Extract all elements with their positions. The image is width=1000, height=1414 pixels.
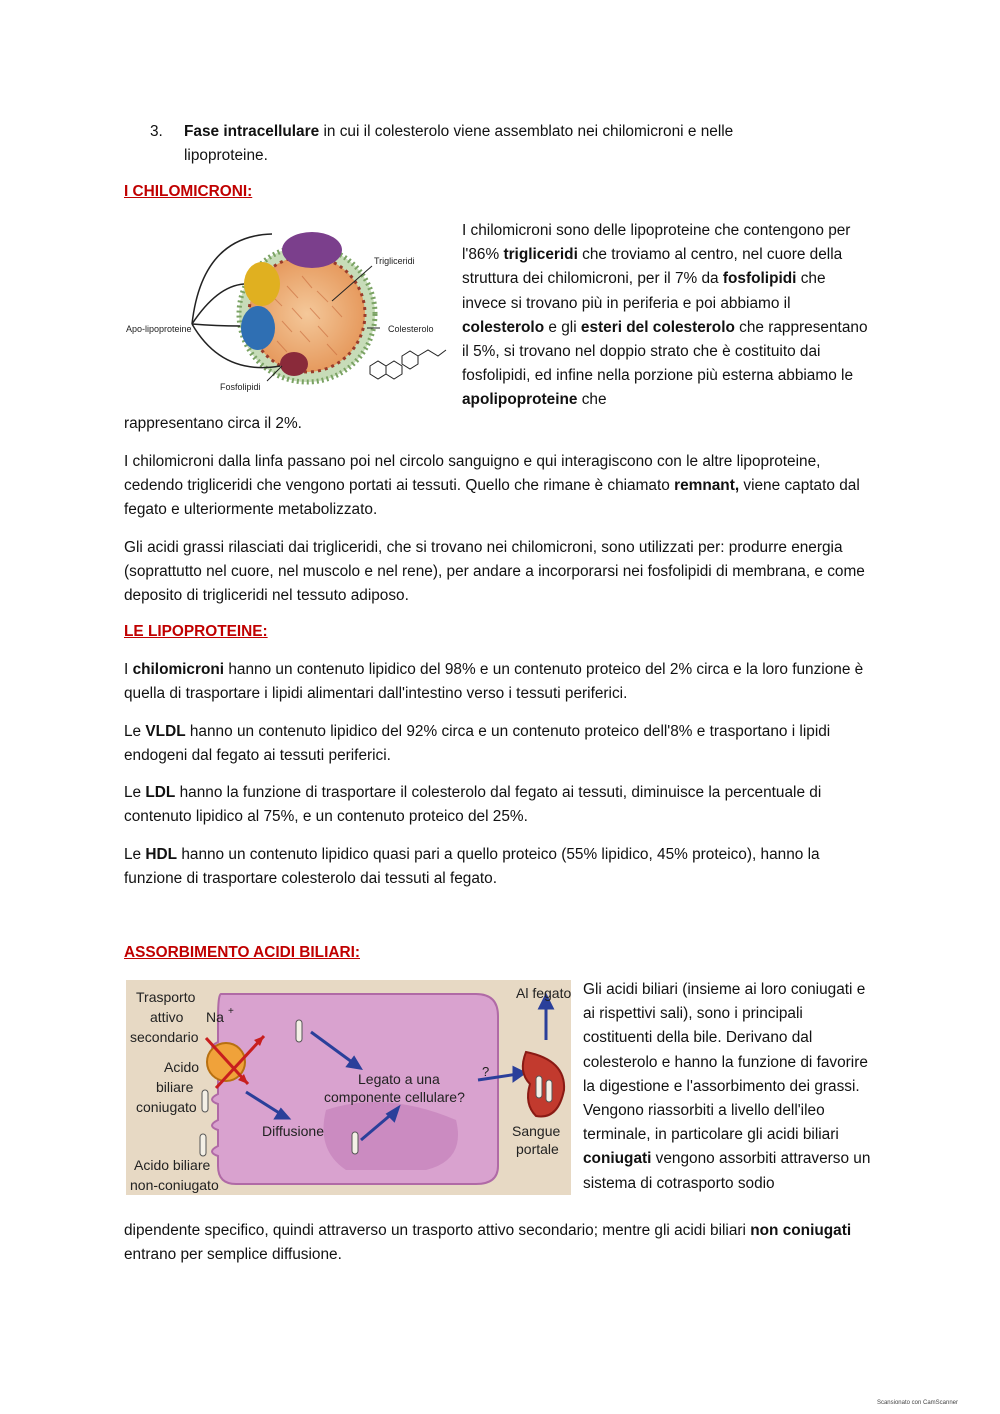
bold-run: trigliceridi: [503, 246, 578, 264]
bold-run: fosfolipidi: [722, 270, 797, 288]
label-na-superscript: +: [228, 1006, 234, 1017]
lipoproteine-paragraph-3: [124, 781, 869, 829]
text-run: dipendente specifico, quindi attraverso un trasporto attivo secondario; mentre gli acidi biliari: [124, 1222, 751, 1239]
label-acido-1: Acido: [164, 1059, 200, 1075]
heading-acidi-biliari: ASSORBIMENTO ACIDI BILIARI:: [124, 944, 360, 961]
bold-run: chilomicroni: [132, 661, 225, 678]
label-question-mark: ?: [482, 1064, 490, 1079]
text-run: hanno la funzione di trasportare il colesterolo dal fegato ai tessuti, diminuisce la percentuale di contenuto lipidico al 75%, e un contenuto proteico del 25%.: [124, 784, 822, 825]
label-fosfolipidi: Fosfolipidi: [220, 382, 261, 392]
text-run: vengono assorbiti attraverso un sistema di cotrasporto sodio: [583, 1150, 871, 1192]
text-run: Le: [124, 723, 146, 740]
text-run: che invece si trovano più in periferia e poi abbiamo il: [462, 270, 826, 312]
list-bold: Fase intracellulare: [184, 123, 320, 140]
apolipoprotein-blue: [241, 306, 275, 350]
text-run: Gli acidi biliari (insieme ai loro coniugati e ai rispettivi sali), sono i principali costituenti della bile. Derivano dal colesterolo e hanno la funzione di favorire la digestione e l'assorbimento dei grassi. Vengono riassorbiti a livello dell'ileo terminale, in particolare gli acidi biliari: [583, 981, 868, 1144]
text-run: Le: [124, 846, 146, 863]
bold-run: HDL: [145, 846, 178, 863]
text-run: viene captato dal fegato e ulteriormente metabolizzato.: [124, 477, 860, 518]
text-run: hanno un contenuto lipidico del 92% circa e un contenuto proteico dell'8% e trasportano i lipidi endogeni dal fegato ai tessuti periferici.: [124, 723, 831, 764]
label-sangue-1: Sangue: [512, 1123, 561, 1139]
text-run: e gli: [544, 318, 581, 336]
heading-lipoproteine: LE LIPOPROTEINE:: [124, 623, 268, 640]
label-trasporto-1: Trasporto: [136, 989, 196, 1005]
text-run: I chilomicroni dalla linfa passano poi nel circolo sanguigno e qui interagiscono con le altre lipoproteine, cedendo trigliceridi che vengono portati ai tessuti. Quello che rimane è chiamato: [124, 453, 821, 494]
chylomicron-figure: [122, 216, 452, 406]
bold-run: colesterolo: [462, 318, 545, 336]
lipoproteine-paragraph-1: [124, 658, 869, 706]
bold-run: esteri del colesterolo: [580, 318, 735, 336]
text-run: I chilomicroni sono delle lipoproteine che contengono per l'86%: [462, 222, 851, 264]
bile-acid-figure: [126, 980, 571, 1195]
text-run: che troviamo al centro, nel cuore della struttura dei chilomicroni, per il 7% da: [462, 246, 843, 288]
scanner-footer: Scansionato con CamScanner: [876, 1400, 958, 1406]
label-trigliceridi: Trigliceridi: [374, 256, 415, 266]
label-trasporto-2: attivo: [150, 1009, 184, 1025]
list-number: 3.: [150, 123, 163, 140]
apolipoprotein-red: [280, 352, 308, 376]
bold-run: VLDL: [145, 723, 186, 740]
label-na: Na: [206, 1009, 224, 1025]
chilomicroni-continuation: rappresentano circa il 2%.: [124, 415, 302, 432]
label-al-fegato: Al fegato: [516, 985, 571, 1001]
label-sangue-2: portale: [516, 1141, 559, 1157]
label-noncon-1: Acido biliare: [134, 1157, 211, 1173]
label-colesterolo: Colesterolo: [388, 324, 434, 334]
list-text: [184, 120, 794, 168]
apolipoprotein-yellow: [244, 262, 280, 306]
lipoproteine-paragraph-4: [124, 843, 869, 891]
label-apolipoproteine: Apo-lipoproteine: [126, 324, 192, 334]
label-noncon-2: non-coniugato: [130, 1177, 219, 1193]
label-trasporto-3: secondario: [130, 1029, 199, 1045]
list-rest: in cui il colesterolo viene assemblato nei chilomicroni e nelle lipoproteine.: [184, 123, 734, 164]
label-acido-2: biliare: [156, 1079, 194, 1095]
heading-chilomicroni: I CHILOMICRONI:: [124, 183, 253, 200]
label-legato-2: componente cellulare?: [324, 1089, 465, 1105]
acidi-biliari-side-paragraph: [583, 978, 873, 1196]
apolipoprotein-purple: [282, 232, 342, 268]
text-run: che rappresentano il 5%, si trovano nel doppio strato che è costituito dai fosfolipidi, ed infine nella porzione più esterna abbiamo le: [462, 318, 868, 385]
acidi-biliari-continuation: [124, 1219, 869, 1267]
chilomicroni-side-paragraph: [462, 219, 872, 413]
chilomicroni-paragraph-3: Gli acidi grassi rilasciati dai trigliceridi, che si trovano nei chilomicroni, sono utilizzati per: produrre energia (soprattutto nel cuore, nel muscolo e nel rene), per andare a incorporarsi nei fosfolipidi di membrana, e come deposito di trigliceridi nel tessuto adiposo.: [124, 539, 865, 604]
lipoproteine-paragraph-2: [124, 720, 869, 768]
label-diffusione: Diffusione: [262, 1123, 325, 1139]
text-run: I: [124, 661, 133, 678]
text-run: Le: [124, 784, 146, 801]
bold-run: apolipoproteine: [462, 391, 578, 409]
text-run: che: [577, 391, 607, 409]
label-acido-3: coniugato: [136, 1099, 197, 1115]
text-run: hanno un contenuto lipidico quasi pari a quello proteico (55% lipidico, 45% proteico), hanno la funzione di trasportare colesterolo dai tessuti al fegato.: [124, 846, 820, 887]
bold-run: non coniugati: [750, 1222, 852, 1239]
bold-run: remnant,: [674, 477, 740, 494]
chilomicroni-paragraph-2: [124, 450, 869, 522]
text-run: entrano per semplice diffusione.: [124, 1246, 342, 1263]
bold-run: LDL: [145, 784, 176, 801]
label-legato-1: Legato a una: [358, 1071, 440, 1087]
text-run: hanno un contenuto lipidico del 98% e un contenuto proteico del 2% circa e la loro funzione è quella di trasportare i lipidi alimentari dall'intestino verso i tessuti periferici.: [124, 661, 864, 702]
bold-run: coniugati: [583, 1150, 652, 1168]
